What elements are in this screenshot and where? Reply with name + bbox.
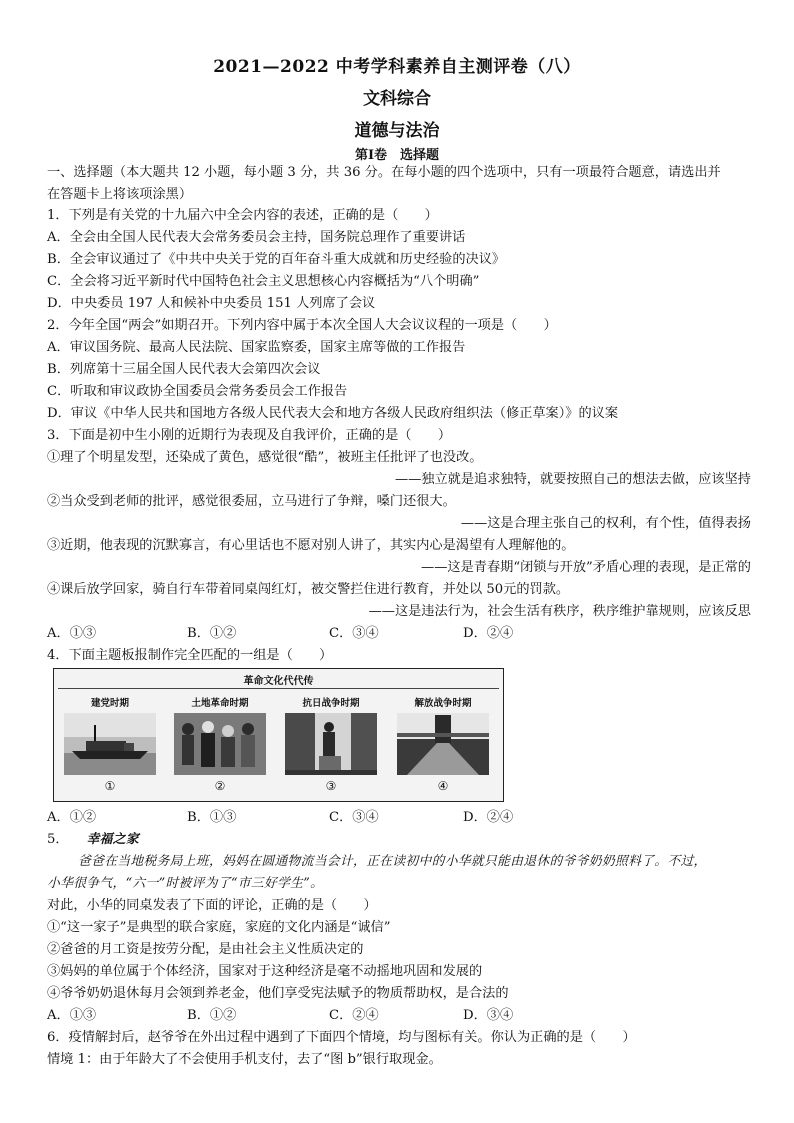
q3-option-b: B．①② <box>187 626 237 641</box>
memorial-photo <box>397 713 489 775</box>
instructions-line-1: 一、选择题（本大题共 12 小题，每小题 3 分，共 36 分。在每小题的四个选项中，只有一项最符合题意，请选出并 <box>47 165 721 180</box>
q3-item-4: ④课后放学回家，骑自行车带着同桌闯红灯，被交警拦住进行教育，并处以 50元的罚款。 <box>47 582 570 597</box>
panel-number: ④ <box>437 779 449 793</box>
q5-item-4: ④爷爷奶奶退休每月会领到养老金，他们享受宪法赋予的物质帮助权，是合法的 <box>47 986 509 1001</box>
panel-number: ③ <box>325 779 337 793</box>
q4-option-b: B．①③ <box>187 810 237 825</box>
q3-item-2: ②当众受到老师的批评，感觉很委屈，立马进行了争辩，嗓门还很大。 <box>47 494 456 509</box>
q3-comment-4: ——这是违法行为，社会生活有秩序，秩序维护靠规则，应该反思 <box>368 604 751 619</box>
q4-options <box>47 809 513 827</box>
q6-stem: 6．疫情解封后，赵爷爷在外出过程中遇到了下面四个情境，均与图标有关。你认为正确的是（ ） <box>47 1030 636 1045</box>
q3-item-3: ③近期，他表现的沉默寡言，有心里话也不愿对别人讲了，其实内心是渴望有人理解他的。 <box>47 538 575 553</box>
panel-number: ② <box>214 779 226 793</box>
q5-option-b: B．①② <box>187 1008 237 1023</box>
q1-stem: 1．下列是有关党的十九届六中全会内容的表述，正确的是（ ） <box>47 208 438 223</box>
panel-number: ① <box>104 779 116 793</box>
q4-option-a: A．①② <box>47 810 97 825</box>
q3-option-d: D．②④ <box>463 626 514 641</box>
q5-item-1: ①“这一家子”是典型的联合家庭，家庭的文化内涵是“诚信” <box>47 920 391 935</box>
q4-option-d: D．②④ <box>463 810 514 825</box>
q5-number: 5． <box>47 832 69 847</box>
q5-option-d: D．③④ <box>463 1008 514 1023</box>
subject-title: 道德与法治 <box>354 121 440 141</box>
panel-label: 土地革命时期 <box>191 698 249 709</box>
q5-prompt: 对此，小华的同桌发表了下面的评论，正确的是（ ） <box>47 898 377 913</box>
q3-comment-2: ——这是合理主张自己的权利，有个性，值得表扬 <box>460 516 751 531</box>
q2-stem: 2．今年全国“两会”如期召开。下列内容中属于本次全国人大会议议程的一项是（ ） <box>47 318 557 333</box>
q5-item-2: ②爸爸的月工资是按劳分配，是由社会主义性质决定的 <box>47 942 364 957</box>
q2-option-d: D．审议《中华人民共和国地方各级人民代表大会和地方各级人民政府组织法（修正草案）》的议案 <box>47 406 619 421</box>
q5-option-a: A．①③ <box>47 1008 97 1023</box>
q2-option-c: C．听取和审议政协全国委员会常务委员会工作报告 <box>47 384 348 399</box>
q3-stem: 3．下面是初中生小刚的近期行为表现及自我评价，正确的是（ ） <box>47 428 452 443</box>
poster-board-rule <box>58 688 499 689</box>
instructions-line-2: 在答题卡上将该项涂黑） <box>47 187 193 202</box>
q3-comment-3: ——这是青春期“闭锁与开放”矛盾心理的表现，是正常的 <box>421 560 751 575</box>
q1-option-d: D．中央委员 197 人和候补中央委员 151 人列席了会议 <box>47 296 376 311</box>
q1-option-c: C．全会将习近平新时代中国特色社会主义思想核心内容概括为“八个明确” <box>47 274 480 289</box>
q3-option-a: A．①③ <box>47 626 97 641</box>
q5-header <box>47 831 751 849</box>
q5-option-c: C．②④ <box>329 1008 379 1023</box>
panel-label: 抗日战争时期 <box>302 698 360 709</box>
q4-stem: 4．下面主题板报制作完全匹配的一组是（ ） <box>47 648 333 663</box>
q5-heading: 幸福之家 <box>86 832 139 847</box>
exam-title: 2021—2022 中考学科素养自主测评卷（八） <box>213 57 581 77</box>
meeting-painting <box>174 713 266 775</box>
q1-option-b: B．全会审议通过了《中共中央关于党的百年奋斗重大成就和历史经验的决议》 <box>47 252 506 267</box>
q2-option-a: A．审议国务院、最高人民法院、国家监察委，国家主席等做的工作报告 <box>47 340 466 355</box>
section-title: 第Ⅰ卷 选择题 <box>354 148 440 163</box>
poster-board <box>53 668 504 802</box>
red-boat-photo <box>64 713 156 775</box>
panel-label: 解放战争时期 <box>414 698 472 709</box>
q3-options <box>47 625 513 643</box>
panel-label: 建党时期 <box>90 698 129 709</box>
q5-options <box>47 1007 513 1025</box>
poster-panel-4 <box>391 691 495 797</box>
poster-panel-2 <box>168 691 272 797</box>
q2-option-b: B．列席第十三届全国人民代表大会第四次会议 <box>47 362 321 377</box>
exam-subtitle: 文科综合 <box>363 89 431 109</box>
poster-board-title: 革命文化代代传 <box>243 676 314 687</box>
q5-passage-1: 爸爸在当地税务局上班，妈妈在圆通物流当会计，正在读初中的小华就只能由退休的爷爷奶奶照料了。不过， <box>78 854 707 869</box>
q3-item-1: ①理了个明星发型，还染成了黄色，感觉很“酷”，被班主任批评了也没改。 <box>47 450 483 465</box>
q5-item-3: ③妈妈的单位属于个体经济，国家对于这种经济是毫不动摇地巩固和发展的 <box>47 964 483 979</box>
q4-option-c: C．③④ <box>329 810 379 825</box>
q5-passage-2: 小华很争气，“六一”时被评为了“市三好学生”。 <box>47 876 324 891</box>
poster-panel-3 <box>279 691 383 797</box>
statue-photo <box>285 713 377 775</box>
q3-option-c: C．③④ <box>329 626 379 641</box>
q3-comment-1: ——独立就是追求独特，就要按照自己的想法去做，应该坚持 <box>394 472 751 487</box>
q6-scene-1: 情境 1：由于年龄大了不会使用手机支付，去了“图 b”银行取现金。 <box>47 1052 442 1067</box>
q1-option-a: A．全会由全国人民代表大会常务委员会主持，国务院总理作了重要讲话 <box>47 230 466 245</box>
poster-panel-1 <box>58 691 162 797</box>
